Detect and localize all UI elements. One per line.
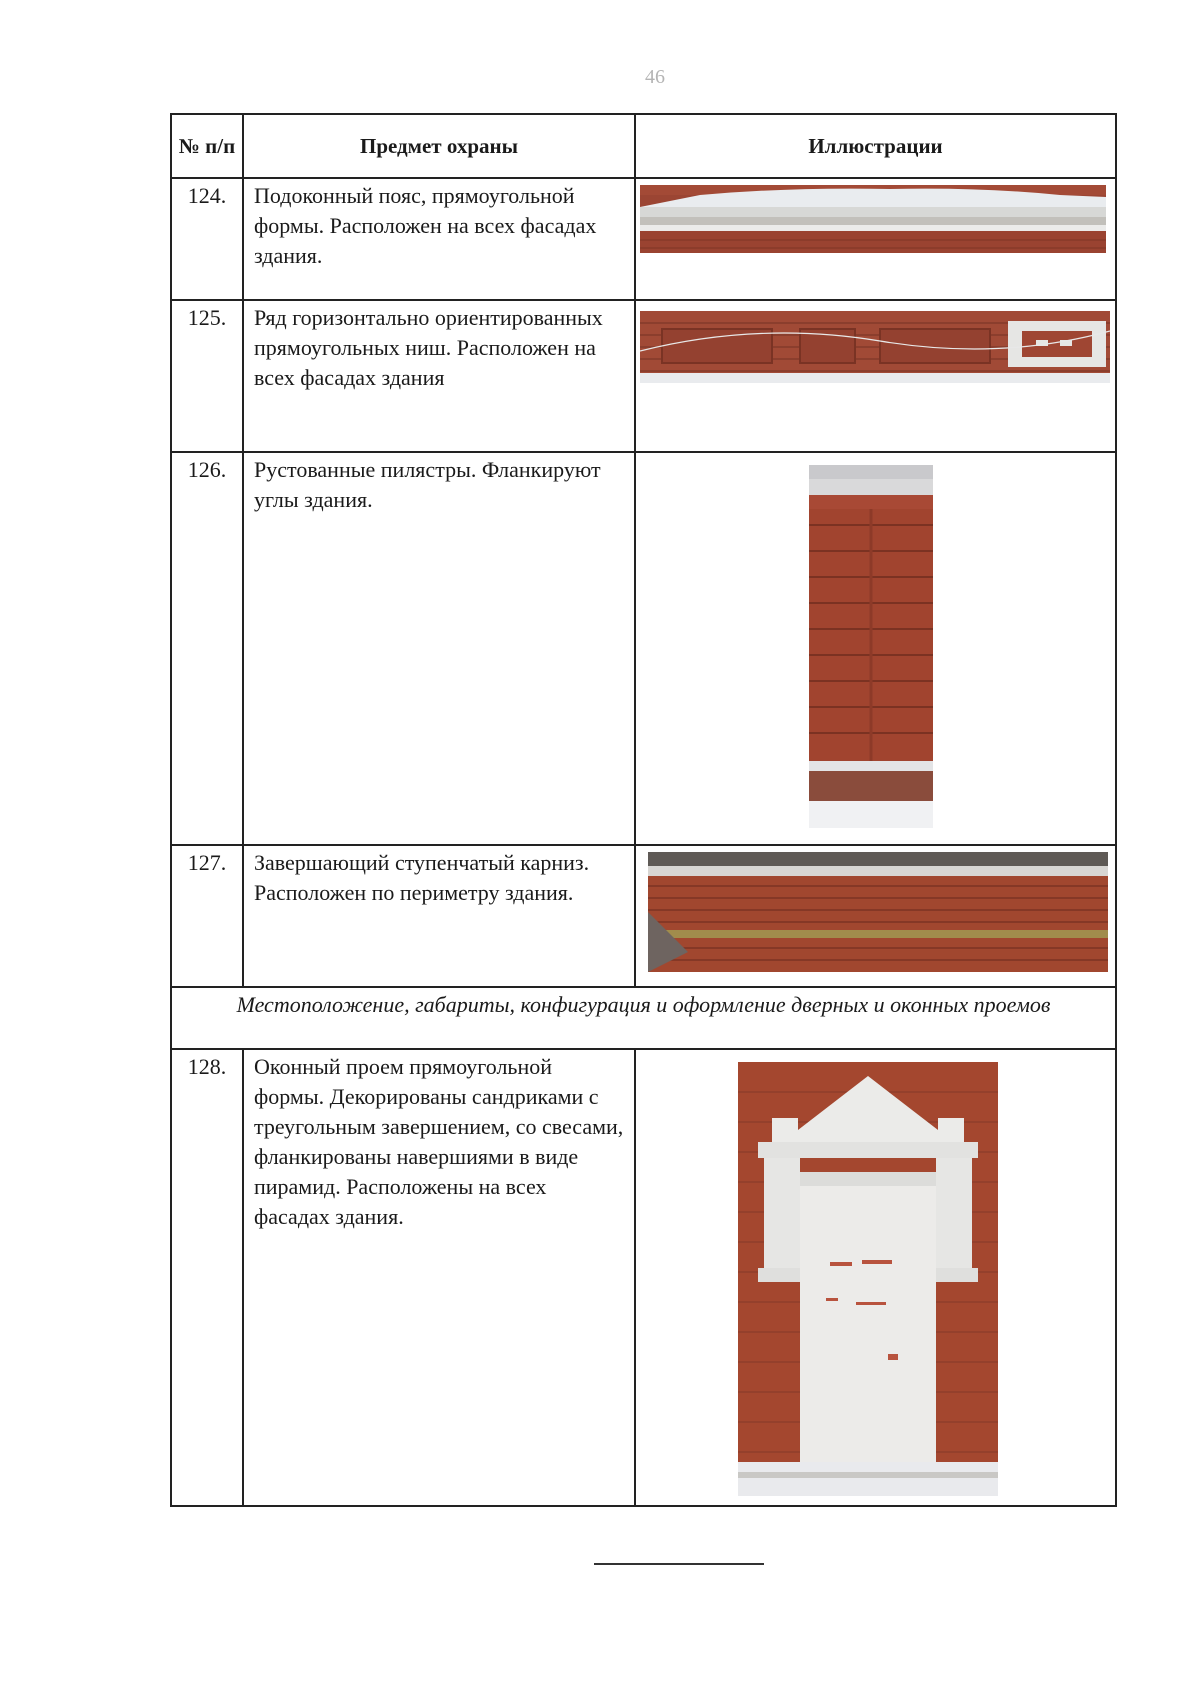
illustration-cell <box>635 1049 1116 1506</box>
row-description: Рустованные пилястры. Фланкируют углы здания. <box>243 452 635 845</box>
table-header-row <box>171 114 1116 178</box>
illustration-cell <box>635 845 1116 987</box>
header-num: № п/п <box>171 114 243 178</box>
header-subject: Предмет охраны <box>243 114 635 178</box>
footnote-separator <box>594 1563 764 1565</box>
row-number: 126. <box>171 452 243 845</box>
header-illustrations: Иллюстрации <box>635 114 1116 178</box>
photo-rusticated-pilaster <box>809 465 933 828</box>
protection-table <box>170 113 1117 1507</box>
photo-stepped-cornice <box>648 852 1108 972</box>
photo-niches-row <box>640 311 1110 383</box>
table-row <box>171 1049 1116 1506</box>
row-description: Подоконный пояс, прямоугольной формы. Расположен на всех фасадах здания. <box>243 178 635 300</box>
photo-window-sill-belt <box>640 185 1106 253</box>
table-row <box>171 178 1116 300</box>
illustration-cell <box>635 178 1116 300</box>
row-description: Ряд горизонтально ориентированных прямоугольных ниш. Расположен на всех фасадах здания <box>243 300 635 452</box>
section-title: Местоположение, габариты, конфигурация и оформление дверных и оконных проемов <box>171 987 1116 1049</box>
table-row <box>171 300 1116 452</box>
photo-window-opening <box>738 1062 998 1496</box>
row-description: Оконный проем прямоугольной формы. Декорированы сандриками с треугольным завершением, со свесами, фланкированы навершиями в виде пирамид. Расположены на всех фасадах здания. <box>243 1049 635 1506</box>
row-number: 127. <box>171 845 243 987</box>
section-row <box>171 987 1116 1049</box>
row-number: 124. <box>171 178 243 300</box>
row-description: Завершающий ступенчатый карниз. Расположен по периметру здания. <box>243 845 635 987</box>
row-number: 128. <box>171 1049 243 1506</box>
page-number: 46 <box>645 66 665 88</box>
table-row <box>171 452 1116 845</box>
illustration-cell <box>635 452 1116 845</box>
illustration-cell <box>635 300 1116 452</box>
table-row <box>171 845 1116 987</box>
row-number: 125. <box>171 300 243 452</box>
